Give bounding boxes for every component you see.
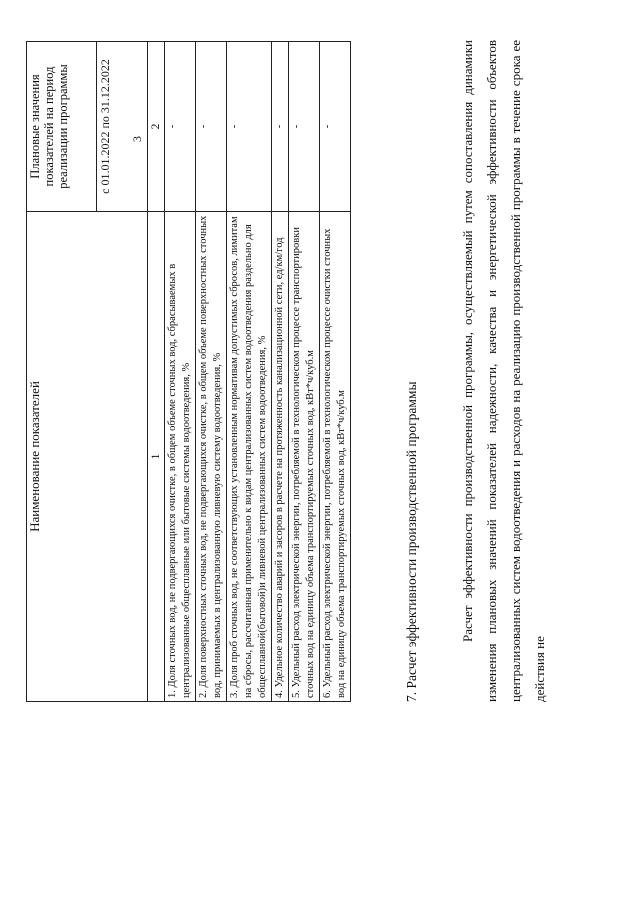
table-row	[227, 42, 272, 702]
column-number-2: 2	[148, 42, 165, 212]
body-paragraph: Расчет эффективности производственной программы, осуществляемый путем сопоставления динамики изменения плановых значений показателей надежности, качества и энергетической эффективности объектов централизованных систем водоотведения и расходов на реализацию производственной программы в течение срока ее действия не	[460, 40, 547, 702]
indicator-name: 5. Удельный расход электрической энергии, потребляемой в технологическом процессе транспортировки сточных вод на единицу объема транспортируемых сточных вод, кВт*ч/куб.м	[289, 212, 320, 702]
header-indicator-name: Наименование показателей	[27, 212, 148, 702]
indicator-name: 1. Доля сточных вод, не подвергающихся очистке, в общем объеме сточных вод, сбрасываемых в централизованные общесплавные или бытовые системы водоотведения, %	[165, 212, 196, 702]
header-planned-values: Плановые значения показателей на период реализации программы	[27, 42, 97, 212]
indicator-value: -	[196, 42, 227, 212]
indicator-value: -	[289, 42, 320, 212]
table-row	[320, 42, 351, 702]
indicators-table	[26, 41, 351, 702]
indicator-value: -	[272, 42, 289, 212]
indicator-name: 6. Удельный расход электрической энергии, потребляемой в технологическом процессе очистки сточных вод на единицу объема транспортируемых сточных вод, кВт*ч/куб.м	[320, 212, 351, 702]
section-heading: 7. Расчет эффективности производственной программы	[404, 381, 419, 702]
table-row	[289, 42, 320, 702]
table-row	[272, 42, 289, 702]
column-number-1: 1	[148, 212, 165, 702]
indicator-value: -	[165, 42, 196, 212]
header-period: с 01.01.2022 по 31.12.2022	[96, 42, 147, 212]
indicator-value: -	[320, 42, 351, 212]
indicator-name: 2. Доля поверхностных сточных вод, не подвергающихся очистке, в общем объеме поверхностных сточных вод, принимаемых в централизованную ливневую систему водоотведения, %	[196, 212, 227, 702]
rotated-document-page	[12, 12, 632, 892]
table-row	[165, 42, 196, 702]
indicator-name: 4. Удельное количество аварий и засоров в расчете на протяженность канализационной сети, ед/км/год	[272, 212, 289, 702]
indicator-name: 3. Доля проб сточных вод, не соответствующих установленным нормативам допустимых сбросов, лимитам на сбросы, рассчитанная применительно к видам централизованных систем водоотведения раздельно для общесплавной(бытовой)и ливневой централизованных систем водоотведения, %	[227, 212, 272, 702]
page-number: 3	[130, 136, 144, 142]
table-row	[196, 42, 227, 702]
indicator-value: -	[227, 42, 272, 212]
